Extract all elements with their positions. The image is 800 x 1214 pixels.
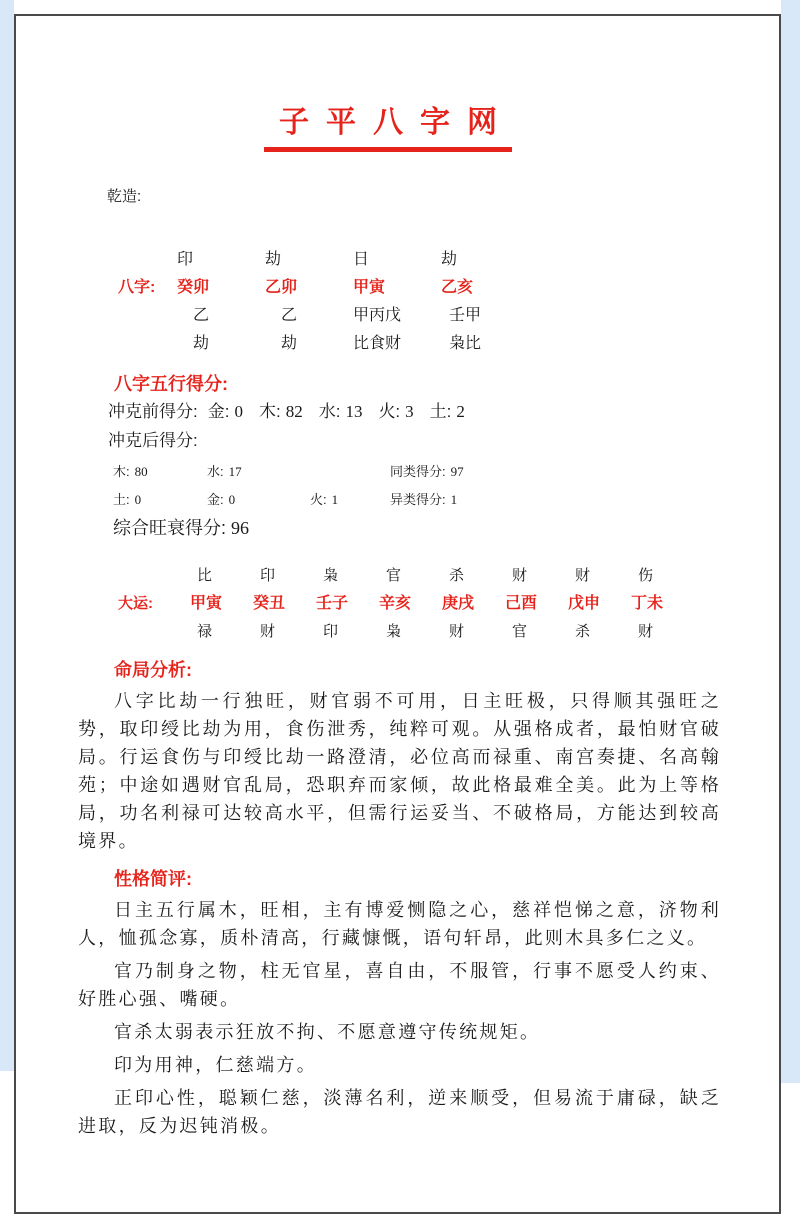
dayun-god: 枭	[386, 623, 402, 640]
overall-score-value: 96	[231, 518, 250, 538]
pre-clash-item: 木: 82	[258, 402, 303, 421]
personality-paragraph: 正印心性，聪颖仁慈，淡薄名利，逆来顺受，但易流于庸碌，缺乏进取，反为迟钝消极。	[78, 1088, 721, 1136]
pre-clash-item: 土: 2	[429, 402, 465, 421]
bazi-hidden-god: 劫	[193, 335, 210, 352]
dayun-god: 财	[449, 623, 465, 640]
bazi-hidden-gods-row	[78, 330, 721, 358]
dayun-god: 印	[260, 567, 276, 584]
post-clash-cell: 金: 0	[207, 492, 236, 507]
dayun-pillar: 戊申	[568, 595, 601, 612]
bazi-hidden-stem: 甲丙戊	[353, 307, 402, 324]
post-clash-label-line	[108, 428, 721, 454]
pre-clash-item: 水: 13	[318, 402, 363, 421]
personality-paragraph: 印为用神，仁慈端方。	[114, 1055, 317, 1075]
bazi-pillars-row	[78, 274, 721, 302]
dayun-god: 财	[512, 567, 528, 584]
analysis-section-heading: 命局分析:	[114, 660, 192, 680]
personality-section-heading: 性格简评:	[114, 869, 192, 889]
bazi-gods-row	[78, 246, 721, 274]
pre-clash-items	[208, 399, 481, 425]
dayun-row-spacer	[118, 618, 190, 646]
bazi-hidden-stem: 乙	[281, 307, 298, 324]
dayun-god: 官	[386, 567, 402, 584]
post-clash-cell: 木: 80	[113, 464, 148, 479]
post-clash-grid	[113, 458, 721, 514]
bazi-pillar: 癸卯	[177, 279, 210, 296]
outer-right-margin-strip	[781, 0, 800, 1083]
bazi-hidden-stem: 壬甲	[449, 307, 482, 324]
dayun-pillar: 辛亥	[379, 595, 412, 612]
bazi-pillar: 乙亥	[441, 279, 474, 296]
bazi-row-spacer	[118, 246, 177, 274]
personality-paragraph: 官乃制身之物，柱无官星，喜自由，不服管，行事不愿受人约束、好胜心强、嘴硬。	[78, 961, 721, 1009]
bazi-hidden-stem: 乙	[193, 307, 210, 324]
dayun-gods-bottom-row	[78, 618, 721, 646]
bazi-chart-table	[78, 246, 721, 358]
dayun-row-spacer	[118, 562, 190, 590]
bazi-god: 日	[353, 251, 370, 268]
dayun-god: 杀	[449, 567, 465, 584]
dayun-pillar: 癸丑	[253, 595, 286, 612]
dayun-pillar: 己酉	[505, 595, 538, 612]
dayun-gods-top-row	[78, 562, 721, 590]
personality-paragraph: 官杀太弱表示狂放不拘、不愿意遵守传统规矩。	[114, 1022, 541, 1042]
post-clash-cell: 异类得分: 1	[390, 492, 458, 507]
dayun-god: 杀	[575, 623, 591, 640]
personality-paragraph: 日主五行属木，旺相，主有博爱恻隐之心，慈祥恺悌之意，济物利人，恤孤念寡，质朴清高，行藏慷慨，语句轩昂，此则木具多仁之义。	[78, 900, 721, 948]
pre-clash-label: 冲克前得分:	[108, 402, 198, 421]
pre-clash-item: 火: 3	[378, 402, 414, 421]
dayun-god: 印	[323, 623, 339, 640]
outer-left-margin-strip	[0, 0, 14, 1071]
bazi-god: 劫	[265, 251, 282, 268]
bazi-row-label: 八字:	[118, 279, 156, 296]
dayun-god: 财	[260, 623, 276, 640]
dayun-table	[78, 562, 721, 646]
bazi-row-spacer	[118, 302, 177, 330]
dayun-god: 伤	[638, 567, 654, 584]
title-underline	[264, 147, 512, 152]
dayun-pillar: 壬子	[316, 595, 349, 612]
overall-score-label: 综合旺衰得分:	[113, 518, 227, 538]
bazi-hidden-stems-row	[78, 302, 721, 330]
report-page	[14, 14, 781, 1214]
overall-score-line	[113, 514, 721, 542]
dayun-pillar: 丁未	[631, 595, 664, 612]
dayun-god: 禄	[197, 623, 213, 640]
dayun-row-label: 大运:	[118, 595, 153, 612]
site-title: 子平八字网	[279, 106, 514, 139]
dayun-pillar: 庚戌	[442, 595, 475, 612]
post-clash-cell: 土: 0	[113, 492, 142, 507]
pre-clash-item: 金: 0	[207, 402, 243, 421]
title-block	[264, 104, 512, 152]
dayun-god: 枭	[323, 567, 339, 584]
post-clash-cell: 同类得分: 97	[390, 464, 464, 479]
analysis-paragraph: 八字比劫一行独旺，财官弱不可用，日主旺极，只得顺其强旺之势，取印绶比劫为用，食伤泄秀，纯粹可观。从强格成者，最怕财官破局。行运食伤与印绶比劫一路澄清，必位高而禄重、南宫奏捷、名高翰苑；中途如遇财官乱局，恐职弃而家倾，故此格最难全美。此为上等格局，功名利禄可达较高水平，但需行运妥当、不破格局，方能达到较高境界。	[78, 691, 721, 851]
bazi-god: 劫	[441, 251, 458, 268]
bazi-hidden-god: 枭比	[449, 335, 482, 352]
dayun-pillar: 甲寅	[190, 595, 223, 612]
bazi-hidden-god: 比食财	[353, 335, 402, 352]
bazi-row-spacer	[118, 330, 177, 358]
pre-clash-score-line	[108, 399, 721, 425]
bazi-pillar: 甲寅	[353, 279, 386, 296]
bazi-god: 印	[177, 251, 194, 268]
post-clash-cell: 火: 1	[310, 492, 339, 507]
post-clash-cell	[310, 458, 390, 486]
dayun-pillars-row	[78, 590, 721, 618]
dayun-god: 财	[638, 623, 654, 640]
dayun-god: 官	[512, 623, 528, 640]
dayun-god: 比	[197, 567, 213, 584]
bazi-hidden-god: 劫	[281, 335, 298, 352]
gender-label: 乾造:	[107, 188, 142, 205]
bazi-pillar: 乙卯	[265, 279, 298, 296]
dayun-god: 财	[575, 567, 591, 584]
post-clash-label: 冲克后得分:	[108, 431, 198, 450]
scores-section-heading: 八字五行得分:	[114, 374, 228, 394]
post-clash-cell: 水: 17	[207, 464, 242, 479]
